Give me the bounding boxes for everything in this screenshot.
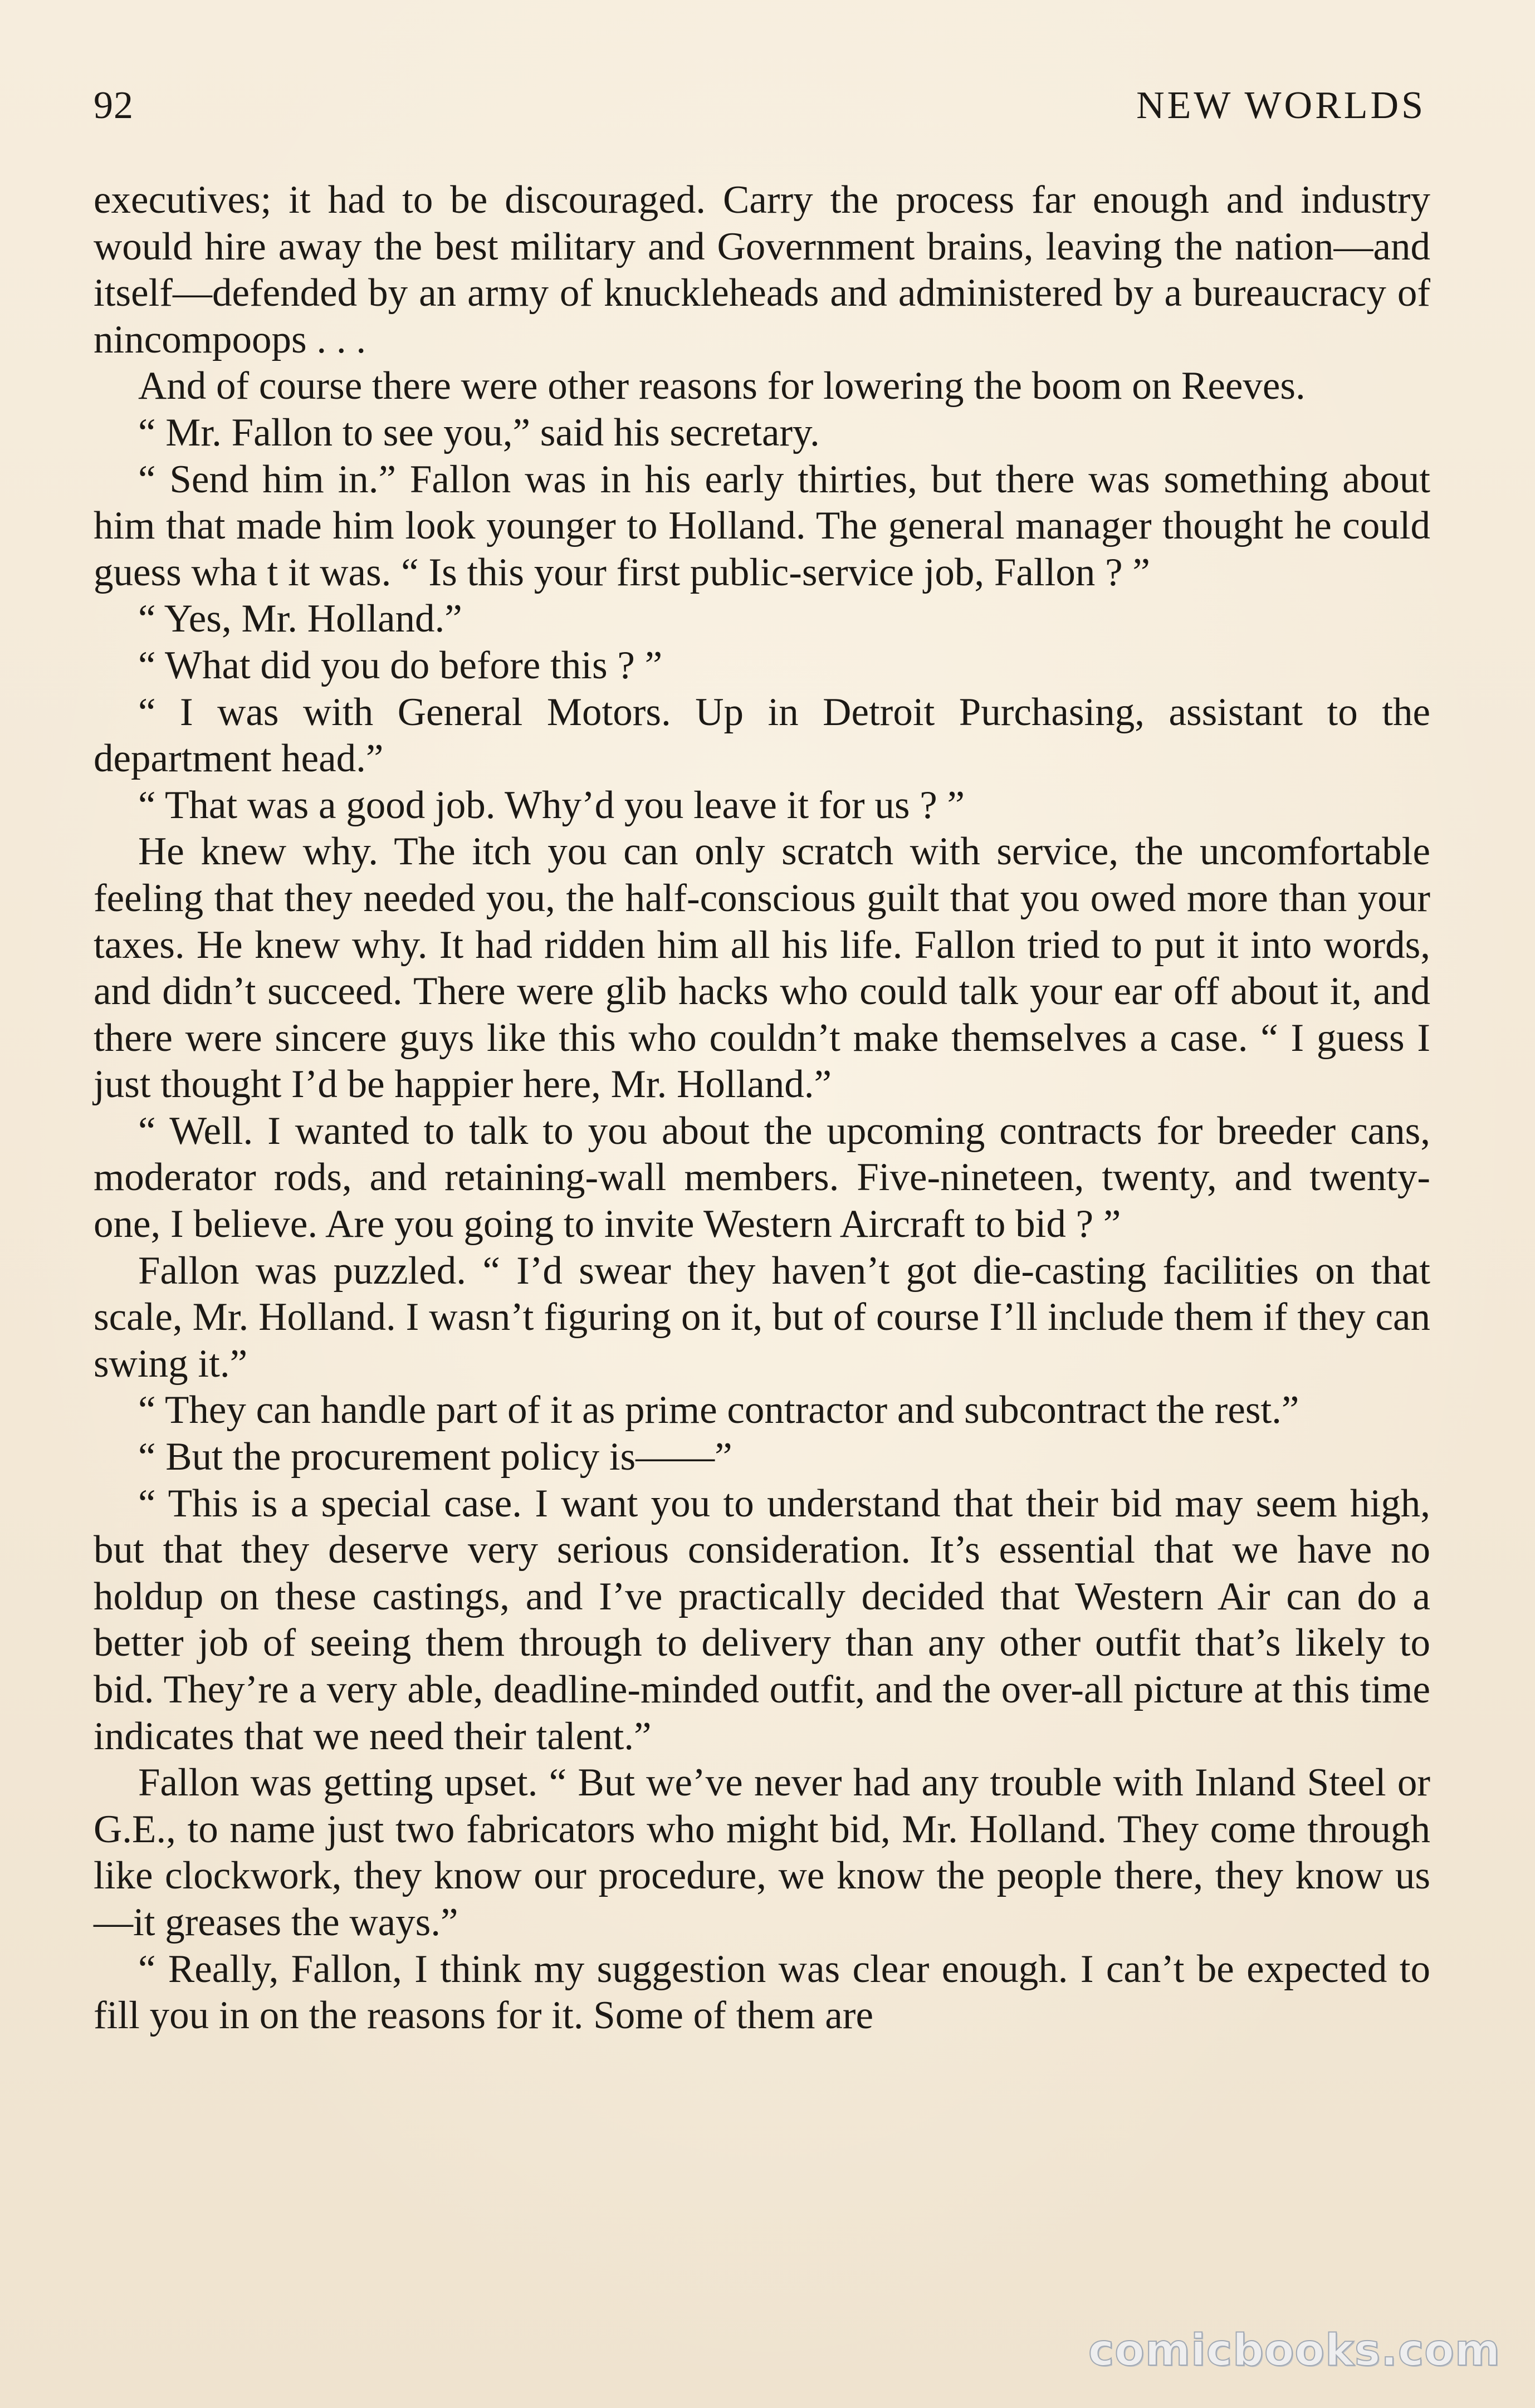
paragraph: “ What did you do before this ? ”	[138, 643, 663, 687]
paragraph: executives; it had to be discouraged. Carry the process far enough and industry would hire away the best military and Government brains, leaving the nation—and itself—defended by an army of knuckleheads and administered by a bureaucracy of nincompoops . . .	[94, 178, 1430, 361]
paragraph: “ Really, Fallon, I think my suggestion was clear enough. I can’t be expected to fill you in on the reasons for it. Some of them are	[94, 1947, 1430, 2038]
paragraph: And of course there were other reasons for lowering the boom on Reeves.	[138, 364, 1306, 408]
paragraph: He knew why. The itch you can only scratch with service, the uncomfortable feeling that they needed you, the half-conscious guilt that you owed more than your taxes. He knew why. It had ridden him all his life. Fallon tried to put it into words, and didn’t succeed. There were glib hacks who could talk your ear off about it, and there were sincere guys like this who couldn’t make themselves a case. “ I guess I just thought I’d be happier here, Mr. Holland.”	[94, 830, 1430, 1107]
paragraph: “ That was a good job. Why’d you leave it for us ? ”	[138, 783, 965, 827]
paragraph: “ They can handle part of it as prime contractor and subcontract the rest.”	[138, 1388, 1299, 1432]
paragraph: “ Send him in.” Fallon was in his early thirties, but there was something about him that made him look younger to Holland. The general manager thought he could guess wha t it was. “ Is this your first public-service job, Fallon ? ”	[94, 457, 1430, 594]
watermark: comicbooks.com	[1088, 2326, 1500, 2376]
paragraph: “ I was with General Motors. Up in Detroit Purchasing, assistant to the department head.”	[94, 690, 1430, 781]
paragraph: Fallon was puzzled. “ I’d swear they haven’t got die-casting facilities on that scale, Mr. Holland. I wasn’t figuring on it, but of course I’ll include them if they can swing it.”	[94, 1249, 1430, 1386]
page-number: 92	[94, 84, 134, 127]
body-text	[94, 177, 1430, 2039]
paragraph: “ Mr. Fallon to see you,” said his secretary.	[138, 410, 820, 454]
paragraph: “ Yes, Mr. Holland.”	[138, 597, 462, 641]
paragraph: “ But the procurement policy is——”	[138, 1435, 732, 1479]
paragraph: “ Well. I wanted to talk to you about the upcoming contracts for breeder cans, moderator rods, and retaining-wall members. Five-nineteen, twenty, and twenty-one, I believe. Are you going to invite Western Aircraft to bid ? ”	[94, 1109, 1430, 1246]
running-head: NEW WORLDS	[1136, 84, 1426, 127]
paragraph: Fallon was getting upset. “ But we’ve never had any trouble with Inland Steel or G.E., to name just two fabricators who might bid, Mr. Holland. They come through like clockwork, they know our procedure, we know the people there, they know us—it greases the ways.”	[94, 1761, 1430, 1944]
paragraph: “ This is a special case. I want you to understand that their bid may seem high, but that they deserve very serious consideration. It’s essential that we have no holdup on these castings, and I’ve practically decided that Western Air can do a better job of seeing them through to delivery than any other outfit that’s likely to bid. They’re a very able, deadline-minded outfit, and the over-all picture at this time indicates that we need their talent.”	[94, 1481, 1430, 1758]
